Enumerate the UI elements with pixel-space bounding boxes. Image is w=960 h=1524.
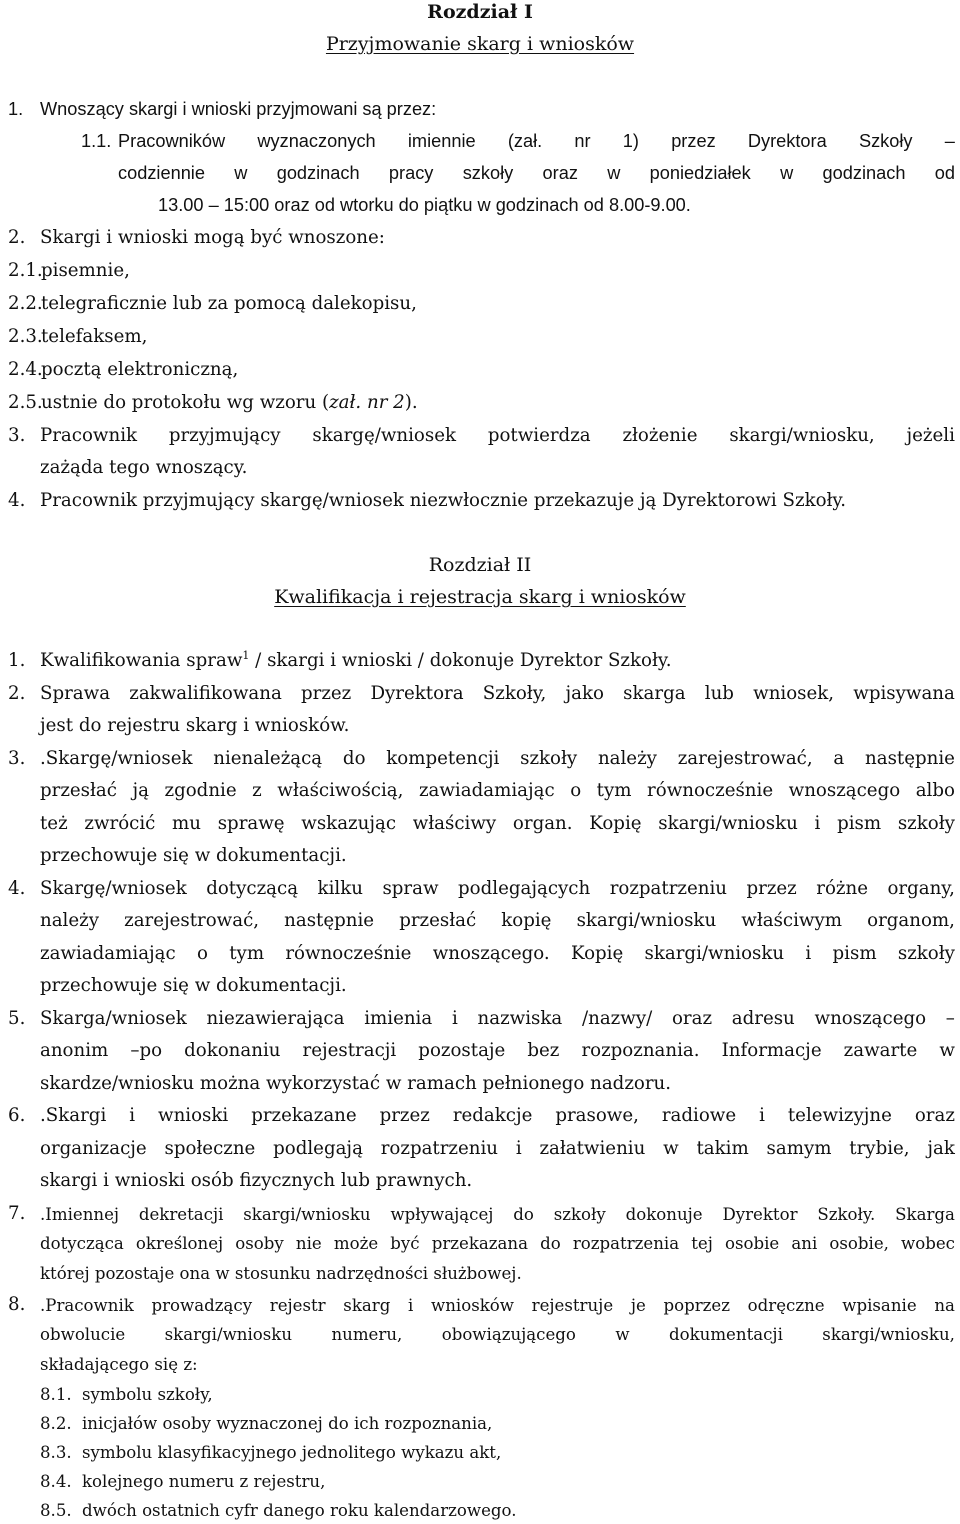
ch1-p2-item-5-text-b: ). bbox=[404, 392, 418, 413]
word: następnie bbox=[865, 748, 955, 769]
word: tym bbox=[596, 780, 632, 801]
ch2-p8-item-3-number: 8.3. bbox=[40, 1443, 72, 1462]
word: kilku bbox=[317, 878, 363, 899]
word: dokonaniu bbox=[184, 1040, 281, 1061]
word: o bbox=[197, 943, 208, 964]
ch2-p2-number: 2. bbox=[8, 683, 26, 704]
word: może bbox=[333, 1234, 379, 1253]
word: organizacje bbox=[40, 1138, 147, 1159]
word: różne bbox=[816, 878, 868, 899]
word: wpływającej bbox=[390, 1205, 494, 1224]
word: w bbox=[780, 163, 794, 183]
word: (zał. bbox=[507, 131, 543, 151]
word: zarejestrować, bbox=[677, 748, 813, 769]
ch2-p8-item-2-number: 8.2. bbox=[40, 1414, 72, 1433]
ch1-p2-item-2-number: 2.2. bbox=[8, 293, 43, 314]
word: zawiadamiając bbox=[40, 943, 176, 964]
ch1-p2-item-4-number: 2.4. bbox=[8, 359, 43, 380]
word: szkoły bbox=[897, 813, 955, 834]
ch2-p1-text bbox=[40, 648, 672, 671]
word: spraw bbox=[382, 878, 439, 899]
word: prasowe, bbox=[555, 1105, 639, 1126]
word: załatwieniu bbox=[539, 1138, 646, 1159]
word: odręczne bbox=[747, 1296, 825, 1315]
word: skargi/wniosku, bbox=[822, 1325, 955, 1344]
ch1-p1-text: Wnoszący skargi i wnioski przyjmowani są przez: bbox=[40, 99, 437, 119]
word: je bbox=[630, 1296, 646, 1315]
word: –po bbox=[130, 1040, 163, 1061]
ch1-p1-sub-line-3: 13.00 – 15:00 oraz od wtorku do piątku w godzinach od 8.00-9.00. bbox=[158, 195, 691, 215]
ch2-p3-line-4: przechowuje się w dokumentacji. bbox=[40, 845, 347, 866]
word: wnoszącego bbox=[814, 1008, 927, 1029]
word: do bbox=[513, 1205, 534, 1224]
word: niezawierająca bbox=[206, 1008, 345, 1029]
word: równocześnie bbox=[285, 943, 412, 964]
ch1-p2-item-4-text: pocztą elektroniczną, bbox=[41, 359, 239, 380]
ch2-p7-number: 7. bbox=[8, 1203, 26, 1224]
word: Kopię bbox=[570, 943, 624, 964]
word: – bbox=[944, 131, 955, 151]
word: organy, bbox=[887, 878, 955, 899]
word: w bbox=[234, 163, 248, 183]
word: a bbox=[833, 748, 845, 769]
word: Szkoły bbox=[858, 131, 913, 151]
ch2-p3-line-3 bbox=[40, 815, 955, 833]
word: .Skargę/wniosek bbox=[40, 748, 193, 769]
word: rozpatrzeniu bbox=[609, 878, 727, 899]
word: anonim bbox=[40, 1040, 109, 1061]
word: wobec bbox=[901, 1234, 955, 1253]
ch2-p4-number: 4. bbox=[8, 878, 26, 899]
word: obowiązującego bbox=[441, 1325, 576, 1344]
word: radiowe bbox=[661, 1105, 737, 1126]
word: rejestruje bbox=[531, 1296, 614, 1315]
ch2-p2-line-2: jest do rejestru skarg i wniosków. bbox=[40, 715, 350, 736]
ch2-p4-line-1 bbox=[40, 880, 955, 898]
word: imienia bbox=[364, 1008, 433, 1029]
word: zgodnie bbox=[164, 780, 237, 801]
word: dokumentacji bbox=[668, 1325, 783, 1344]
ch1-p1-sub-line-2 bbox=[118, 164, 955, 182]
ch2-p8-line-2 bbox=[40, 1327, 955, 1344]
word: właściwy bbox=[412, 813, 497, 834]
ch2-p4-line-3 bbox=[40, 945, 955, 963]
word: Pracowników bbox=[118, 131, 226, 151]
word: nie bbox=[295, 1234, 322, 1253]
word: /nazwy/ bbox=[581, 1008, 653, 1029]
word: imiennie bbox=[407, 131, 476, 151]
word: potwierdza bbox=[487, 425, 591, 446]
word: wniosek, bbox=[753, 683, 835, 704]
ch2-p3-line-2 bbox=[40, 782, 955, 800]
word: właściwością, bbox=[277, 780, 404, 801]
word: Sprawa bbox=[40, 683, 111, 704]
word: skargi/wniosku bbox=[576, 910, 717, 931]
word: nazwiska bbox=[477, 1008, 563, 1029]
word: skargi/wniosku bbox=[658, 813, 798, 834]
word: bez bbox=[527, 1040, 560, 1061]
word: zarejestrować, bbox=[124, 910, 260, 931]
ch1-p2-item-1-text: pisemnie, bbox=[41, 260, 130, 281]
word: oraz bbox=[671, 1008, 713, 1029]
ch1-p4-text: Pracownik przyjmujący skargę/wniosek niezwłocznie przekazuje ją Dyrektorowi Szkoły. bbox=[40, 490, 847, 511]
word: określonej bbox=[135, 1234, 224, 1253]
word: Dyrektora bbox=[747, 131, 827, 151]
ch1-p3-number: 3. bbox=[8, 425, 26, 446]
ch1-p3-line-1 bbox=[40, 427, 955, 445]
word: rozpoznania. bbox=[581, 1040, 700, 1061]
ch2-p3-line-1 bbox=[40, 750, 955, 768]
ch2-p8-item-2-text: inicjałów osoby wyznaczonej do ich rozpoznania, bbox=[82, 1414, 493, 1433]
word: zwrócić bbox=[84, 813, 156, 834]
ch2-p4-line-4: przechowuje się w dokumentacji. bbox=[40, 975, 347, 996]
word: szkoły bbox=[520, 748, 578, 769]
word: też bbox=[40, 813, 68, 834]
ch2-p8-line-3: składającego się z: bbox=[40, 1355, 198, 1374]
word: przekazana bbox=[431, 1234, 528, 1253]
chapter-1-heading: Rozdział I bbox=[427, 1, 533, 23]
word: i bbox=[515, 1138, 522, 1159]
word: osobie, bbox=[829, 1234, 889, 1253]
ch2-p7-line-2 bbox=[40, 1236, 955, 1253]
word: być bbox=[390, 1234, 420, 1253]
ch2-p8-item-5-number: 8.5. bbox=[40, 1501, 72, 1520]
word: godzinach bbox=[822, 163, 906, 183]
word: mu bbox=[172, 813, 202, 834]
word: godzinach bbox=[276, 163, 360, 183]
word: wniosków bbox=[431, 1296, 514, 1315]
word: należy bbox=[40, 910, 99, 931]
word: skarga bbox=[623, 683, 686, 704]
word: Dyrektora bbox=[370, 683, 464, 704]
word: i bbox=[814, 813, 821, 834]
chapter-2-heading: Rozdział II bbox=[428, 554, 532, 576]
word: złożenie bbox=[622, 425, 698, 446]
ch2-p5-line-2 bbox=[40, 1042, 955, 1060]
word: w bbox=[615, 1325, 630, 1344]
word: przesłać bbox=[399, 910, 477, 931]
word: skargi/wniosku bbox=[164, 1325, 293, 1344]
word: następnie bbox=[284, 910, 375, 931]
ch2-p8-item-5-text: dwóch ostatnich cyfr danego roku kalendarzowego. bbox=[82, 1501, 517, 1520]
word: przekazane bbox=[251, 1105, 357, 1126]
word: sprawę bbox=[217, 813, 285, 834]
word: jeżeli bbox=[906, 425, 955, 446]
ch1-p1-number: 1. bbox=[8, 99, 24, 119]
word: z bbox=[252, 780, 262, 801]
ch2-p8-line-1 bbox=[40, 1298, 955, 1315]
ch2-p2-line-1 bbox=[40, 685, 955, 703]
ch2-p7-line-3: której pozostaje ona w stosunku nadrzędności służbowej. bbox=[40, 1264, 522, 1283]
word: dekretacji bbox=[138, 1205, 224, 1224]
word: osoby bbox=[235, 1234, 284, 1253]
ch1-p3-line-2: zażąda tego wnoszący. bbox=[40, 457, 248, 478]
ch1-p2-item-5-text-a: ustnie do protokołu wg wzoru ( bbox=[41, 392, 330, 413]
word: organ. bbox=[512, 813, 573, 834]
ch1-p1-sub-line-1 bbox=[118, 132, 955, 150]
word: pism bbox=[837, 813, 882, 834]
word: równocześnie bbox=[647, 780, 774, 801]
word: organom, bbox=[867, 910, 955, 931]
word: skargi/wniosku, bbox=[729, 425, 875, 446]
word: zawiadamiając bbox=[418, 780, 555, 801]
word: ją bbox=[132, 780, 149, 801]
word: przyjmujący bbox=[168, 425, 281, 446]
ch1-p2-item-2-text: telegraficznie lub za pomocą dalekopisu, bbox=[41, 293, 417, 314]
word: w bbox=[939, 1040, 955, 1061]
ch2-p1-text-a: Kwalifikowania spraw bbox=[40, 650, 243, 671]
word: społeczne bbox=[164, 1138, 256, 1159]
word: nr bbox=[574, 131, 591, 151]
word: dotyczącą bbox=[206, 878, 299, 899]
word: dotycząca bbox=[40, 1234, 124, 1253]
word: Skargę/wniosek bbox=[40, 878, 187, 899]
word: przez bbox=[671, 131, 716, 151]
word: osobie bbox=[725, 1234, 780, 1253]
chapter-1-title: Przyjmowanie skarg i wniosków bbox=[325, 33, 635, 55]
ch2-p8-item-4-text: kolejnego numeru z rejestru, bbox=[82, 1472, 326, 1491]
word: jako bbox=[565, 683, 604, 704]
footnote-marker: 1 bbox=[242, 648, 250, 662]
ch1-p2-item-5-number: 2.5. bbox=[8, 392, 43, 413]
word: oraz bbox=[914, 1105, 955, 1126]
word: kompetencji bbox=[386, 748, 500, 769]
word: rejestr bbox=[269, 1296, 326, 1315]
word: wyznaczonych bbox=[257, 131, 376, 151]
word: skargi/wniosku bbox=[644, 943, 785, 964]
word: i bbox=[759, 1105, 765, 1126]
word: wpisywana bbox=[853, 683, 955, 704]
word: skargi/wniosku bbox=[243, 1205, 371, 1224]
word: należy bbox=[597, 748, 657, 769]
word: podlegających bbox=[458, 878, 591, 899]
word: ani bbox=[791, 1234, 818, 1253]
ch2-p8-number: 8. bbox=[8, 1294, 26, 1315]
word: dokonuje bbox=[625, 1205, 703, 1224]
word: pracy bbox=[388, 163, 434, 183]
word: codziennie bbox=[118, 163, 205, 183]
word: i bbox=[805, 943, 812, 964]
word: na bbox=[934, 1296, 955, 1315]
word: Skarga/wniosek bbox=[40, 1008, 187, 1029]
word: takim bbox=[696, 1138, 749, 1159]
word: wnoszącego. bbox=[432, 943, 550, 964]
ch2-p6-line-2 bbox=[40, 1140, 955, 1158]
word: wpisanie bbox=[842, 1296, 917, 1315]
word: właściwym bbox=[741, 910, 843, 931]
word: prowadzący bbox=[151, 1296, 253, 1315]
ch1-p2-item-5-attachment-ref: zał. nr 2 bbox=[329, 392, 405, 413]
ch1-p2-number: 2. bbox=[8, 227, 26, 248]
word: zawarte bbox=[843, 1040, 918, 1061]
ch2-p7-line-1 bbox=[40, 1207, 955, 1224]
word: Informacje bbox=[721, 1040, 822, 1061]
word: Skarga bbox=[895, 1205, 955, 1224]
word: oraz bbox=[542, 163, 578, 183]
ch2-p8-item-1-text: symbolu szkoły, bbox=[82, 1385, 213, 1404]
word: rejestracji bbox=[302, 1040, 397, 1061]
word: od bbox=[934, 163, 955, 183]
ch2-p4-line-2 bbox=[40, 912, 955, 930]
word: redakcje bbox=[452, 1105, 533, 1126]
word: do bbox=[540, 1234, 561, 1253]
ch1-p2-item-1-number: 2.1. bbox=[8, 260, 43, 281]
word: rozpatrzenia bbox=[572, 1234, 680, 1253]
word: szkoły bbox=[462, 163, 514, 183]
word: Dyrektor bbox=[722, 1205, 798, 1224]
word: przez bbox=[746, 878, 797, 899]
ch2-p3-number: 3. bbox=[8, 748, 26, 769]
word: jak bbox=[927, 1138, 955, 1159]
ch1-p4-number: 4. bbox=[8, 490, 26, 511]
chapter-2-title: Kwalifikacja i rejestracja skarg i wniosków bbox=[274, 586, 686, 608]
word: 1) bbox=[622, 131, 639, 151]
word: zakwalifikowana bbox=[129, 683, 282, 704]
ch2-p1-number: 1. bbox=[8, 650, 26, 671]
word: Szkoły. bbox=[817, 1205, 876, 1224]
word: numeru, bbox=[331, 1325, 403, 1344]
word: trybie, bbox=[849, 1138, 910, 1159]
word: skarg bbox=[343, 1296, 391, 1315]
word: wskazując bbox=[301, 813, 397, 834]
word: – bbox=[945, 1008, 955, 1029]
word: w bbox=[607, 163, 621, 183]
word: pozostaje bbox=[418, 1040, 506, 1061]
word: szkoły bbox=[897, 943, 955, 964]
word: poniedziałek bbox=[649, 163, 751, 183]
ch2-p5-line-3: skardze/wniosku można wykorzystać w ramach pełnionego nadzoru. bbox=[40, 1073, 672, 1094]
word: o bbox=[570, 780, 582, 801]
ch2-p5-line-1 bbox=[40, 1010, 955, 1028]
ch2-p1-text-b: / skargi i wnioski / dokonuje Dyrektor Szkoły. bbox=[249, 650, 672, 671]
word: wnoszącego bbox=[788, 780, 901, 801]
word: w bbox=[663, 1138, 679, 1159]
ch1-p2-text: Skargi i wnioski mogą być wnoszone: bbox=[40, 227, 385, 248]
word: Pracownik bbox=[40, 425, 138, 446]
word: przesłać bbox=[40, 780, 117, 801]
ch1-p1-sub-number: 1.1. bbox=[81, 131, 112, 151]
word: i bbox=[408, 1296, 414, 1315]
word: szkoły bbox=[553, 1205, 606, 1224]
word: .Imiennej bbox=[40, 1205, 120, 1224]
word: rozpatrzeniu bbox=[380, 1138, 499, 1159]
word: i bbox=[451, 1008, 458, 1029]
word: podlegają bbox=[273, 1138, 363, 1159]
word: do bbox=[342, 748, 366, 769]
ch1-p2-item-5-text bbox=[41, 394, 418, 412]
ch1-p2-item-3-number: 2.3. bbox=[8, 326, 43, 347]
word: Kopię bbox=[589, 813, 642, 834]
word: Szkoły, bbox=[482, 683, 547, 704]
word: tej bbox=[691, 1234, 713, 1253]
word: lub bbox=[704, 683, 734, 704]
ch2-p8-item-4-number: 8.4. bbox=[40, 1472, 72, 1491]
ch2-p6-line-3: skargi i wnioski osób fizycznych lub prawnych. bbox=[40, 1170, 473, 1191]
word: .Skargi bbox=[40, 1105, 107, 1126]
ch2-p6-number: 6. bbox=[8, 1105, 26, 1126]
word: telewizyjne bbox=[787, 1105, 892, 1126]
word: samym bbox=[766, 1138, 832, 1159]
word: adresu bbox=[731, 1008, 795, 1029]
word: .Pracownik bbox=[40, 1296, 134, 1315]
ch1-p2-item-3-text: telefaksem, bbox=[41, 326, 148, 347]
word: poprzez bbox=[663, 1296, 730, 1315]
ch2-p8-item-1-number: 8.1. bbox=[40, 1385, 72, 1404]
ch2-p6-line-1 bbox=[40, 1107, 955, 1125]
word: skargę/wniosek bbox=[312, 425, 456, 446]
ch2-p5-number: 5. bbox=[8, 1008, 26, 1029]
word: i bbox=[129, 1105, 136, 1126]
word: albo bbox=[915, 780, 955, 801]
word: przez bbox=[379, 1105, 430, 1126]
word: przez bbox=[301, 683, 352, 704]
ch2-p8-item-3-text: symbolu klasyfikacyjnego jednolitego wykazu akt, bbox=[82, 1443, 502, 1462]
word: pism bbox=[832, 943, 877, 964]
word: tym bbox=[229, 943, 265, 964]
word: nienależącą bbox=[213, 748, 323, 769]
word: wnioski bbox=[158, 1105, 229, 1126]
word: kopię bbox=[501, 910, 552, 931]
word: obwolucie bbox=[40, 1325, 126, 1344]
